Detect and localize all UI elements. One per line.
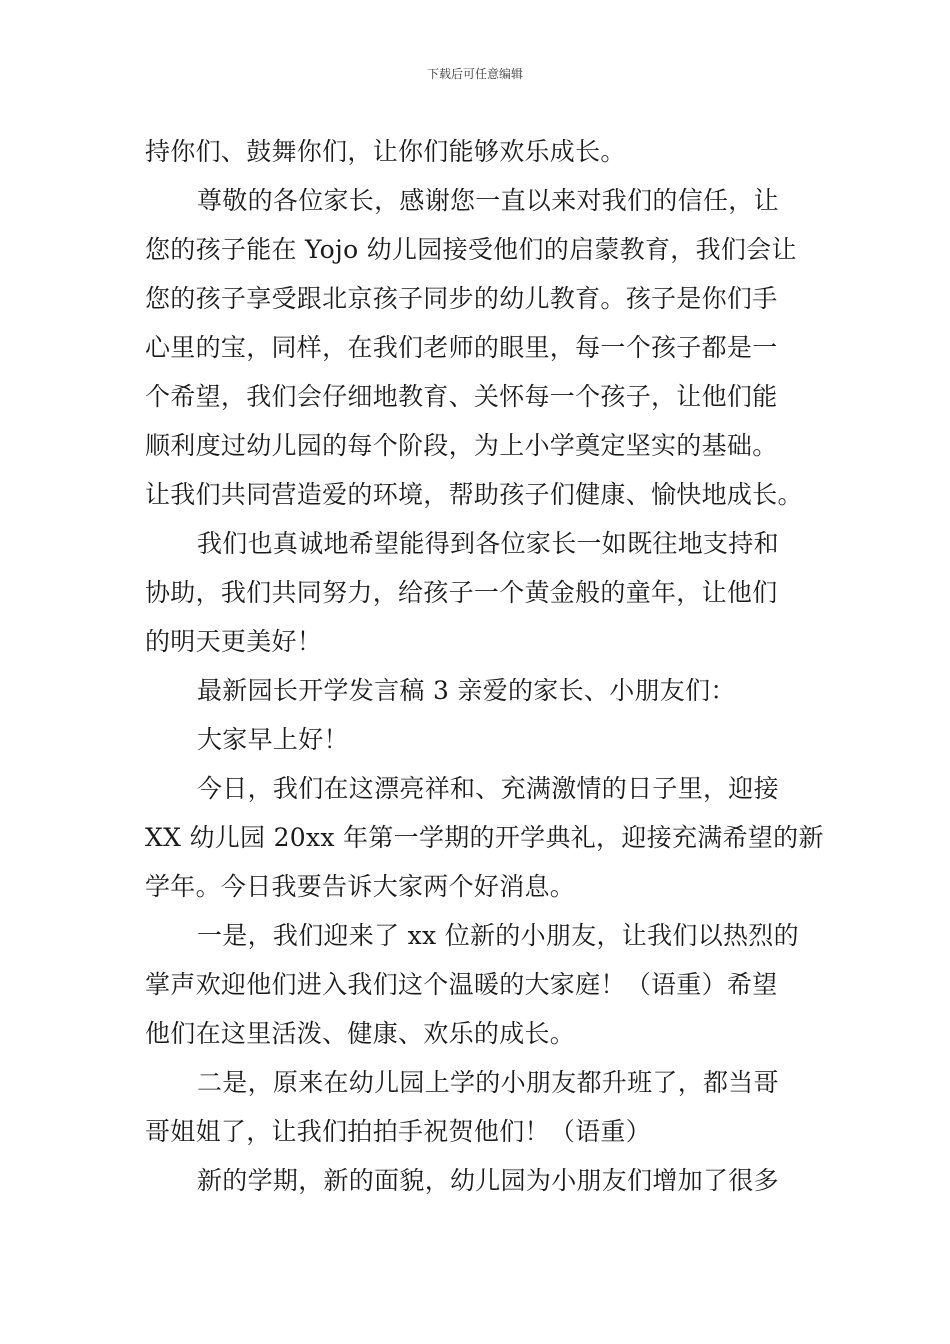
text-line: 让我们共同营造爱的环境，帮助孩子们健康、愉快地成长。 [145,480,803,509]
text-line: XX 幼儿园 20xx 年第一学期的开学典礼，迎接充满希望的新 [145,823,824,852]
text-line: 哥姐姐了，让我们拍拍手祝贺他们！（语重） [145,1117,652,1146]
paragraph-start-line: 我们也真诚地希望能得到各位家长一如既往地支持和 [197,529,779,558]
text-line: 您的孩子享受跟北京孩子同步的幼儿教育。孩子是你们手 [145,284,778,313]
paragraph-start-line: 一是，我们迎来了 xx 位新的小朋友，让我们以热烈的 [197,921,799,950]
page-header: 下载后可任意编辑 [426,67,523,81]
text-line: 协助，我们共同努力，给孩子一个黄金般的童年，让他们 [145,578,778,607]
document-body [145,127,824,1205]
text-line: 的明天更美好！ [145,627,323,656]
text-line: 学年。今日我要告诉大家两个好消息。 [145,872,576,901]
greeting-line: 大家早上好！ [197,725,349,754]
paragraph-start-line: 今日，我们在这漂亮祥和、充满激情的日子里，迎接 [197,774,779,803]
text-line: 他们在这里活泼、健康、欢乐的成长。 [145,1019,576,1048]
text-line: 掌声欢迎他们进入我们这个温暖的大家庭！（语重）希望 [145,970,778,999]
paragraph-start-line: 新的学期，新的面貌，幼儿园为小朋友们增加了很多 [197,1166,779,1195]
text-line: 心里的宝，同样，在我们老师的眼里，每一个孩子都是一 [145,333,778,362]
paragraph-start-line: 尊敬的各位家长，感谢您一直以来对我们的信任，让 [197,186,779,215]
section-title-line: 最新园长开学发言稿 3 亲爱的家长、小朋友们： [197,676,736,705]
text-line: 顺利度过幼儿园的每个阶段，为上小学奠定坚实的基础。 [145,431,778,460]
text-line: 持你们、鼓舞你们，让你们能够欢乐成长。 [145,137,626,166]
text-line: 个希望，我们会仔细地教育、关怀每一个孩子，让他们能 [145,382,778,411]
paragraph-start-line: 二是，原来在幼儿园上学的小朋友都升班了，都当哥 [197,1068,779,1097]
text-line: 您的孩子能在 Yojo 幼儿园接受他们的启蒙教育，我们会让 [145,235,797,264]
